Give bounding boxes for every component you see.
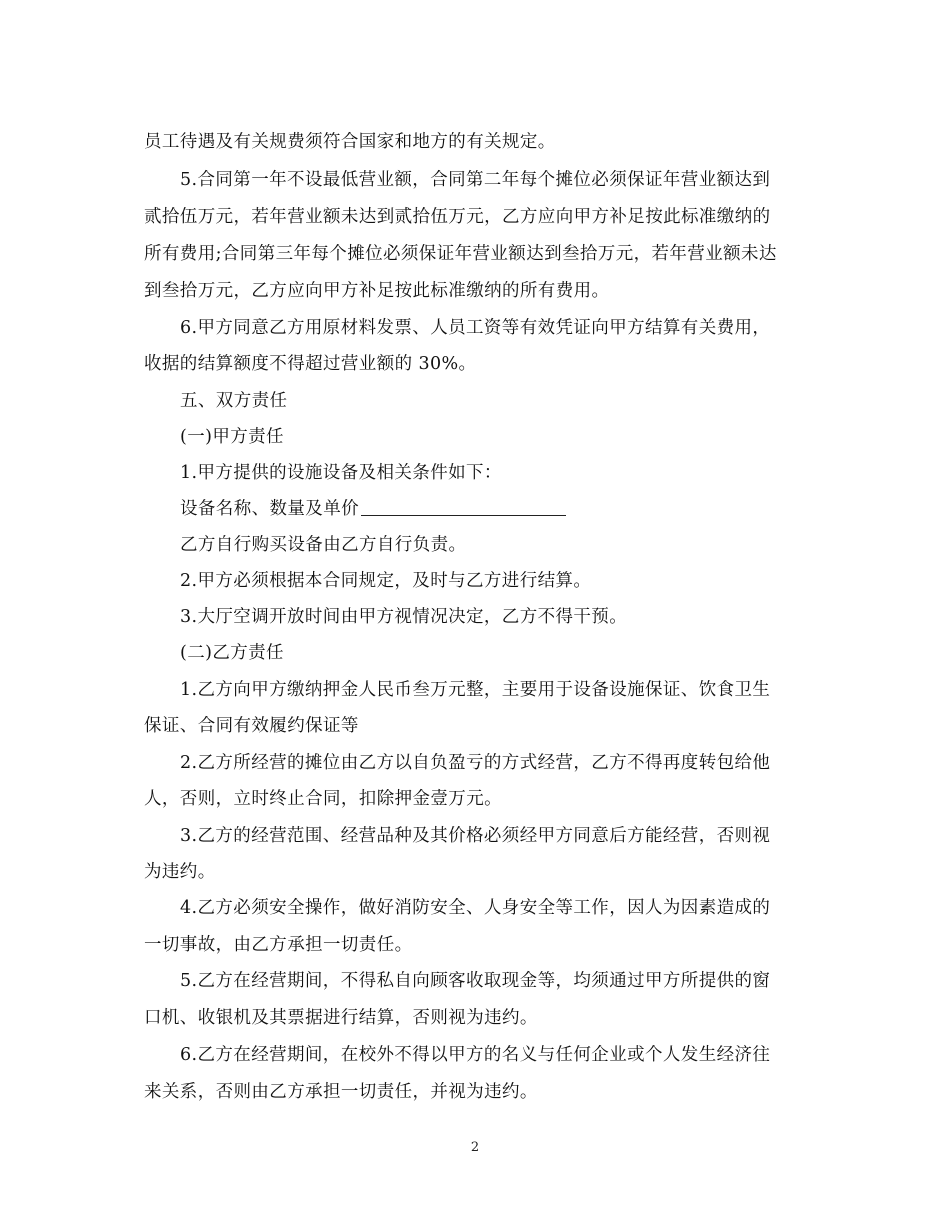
subsection-heading: (一)甲方责任 [180,427,284,447]
text-line: 1.甲方提供的设施设备及相关条件如下： [180,463,502,483]
field-label: 设备名称、数量及单价 [180,499,359,519]
text-line: 3.乙方的经营范围、经营品种及其价格必须经甲方同意后方能经营，否则视 [180,826,771,846]
text-line: 2.甲方必须根据本合同规定，及时与乙方进行结算。 [180,571,592,591]
text-line: 乙方自行购买设备由乙方自行负责。 [180,535,467,555]
text-line: 6.乙方在经营期间，在校外不得以甲方的名义与任何企业或个人发生经济往 [180,1045,771,1065]
page-number: 2 [470,1140,480,1155]
text-line: 1.乙方向甲方缴纳押金人民币叁万元整，主要用于设备设施保证、饮食卫生 [180,680,771,700]
text-line: 保证、合同有效履约保证等 [144,716,359,736]
text-line: 人，否则，立时终止合同，扣除押金壹万元。 [144,789,502,809]
text-line-with-blank [180,497,810,521]
blank-fill-line [361,499,566,516]
text-line: 4.乙方必须安全操作，做好消防安全、人身安全等工作，因人为因素造成的 [180,898,771,918]
text-line: 5.合同第一年不设最低营业额，合同第二年每个摊位必须保证年营业额达到 [180,170,771,190]
text-line: 一切事故，由乙方承担一切责任。 [144,935,413,955]
text-line: 2.乙方所经营的摊位由乙方以自负盈亏的方式经营，乙方不得再度转包给他 [180,753,771,773]
text-line: 3.大厅空调开放时间由甲方视情况决定，乙方不得干预。 [180,607,628,627]
text-line: 收据的结算额度不得超过营业额的 30%。 [144,354,477,374]
text-line: 所有费用;合同第三年每个摊位必须保证年营业额达到叁拾万元，若年营业额未达 [144,244,777,264]
section-heading: 五、双方责任 [180,391,288,411]
text-line: 到叁拾万元，乙方应向甲方补足按此标准缴纳的所有费用。 [144,281,610,301]
text-line: 5.乙方在经营期间，不得私自向顾客收取现金等，均须通过甲方所提供的窗 [180,971,771,991]
text-line: 员工待遇及有关规费须符合国家和地方的有关规定。 [144,132,556,152]
text-line: 口机、收银机及其票据进行结算，否则视为违约。 [144,1008,538,1028]
text-line: 贰拾伍万元，若年营业额未达到贰拾伍万元，乙方应向甲方补足按此标准缴纳的 [144,207,771,227]
text-line: 6.甲方同意乙方用原材料发票、人员工资等有效凭证向甲方结算有关费用， [180,318,771,338]
text-line: 来关系，否则由乙方承担一切责任，并视为违约。 [144,1082,538,1102]
subsection-heading: (二)乙方责任 [180,643,284,663]
text-line: 为违约。 [144,862,216,882]
